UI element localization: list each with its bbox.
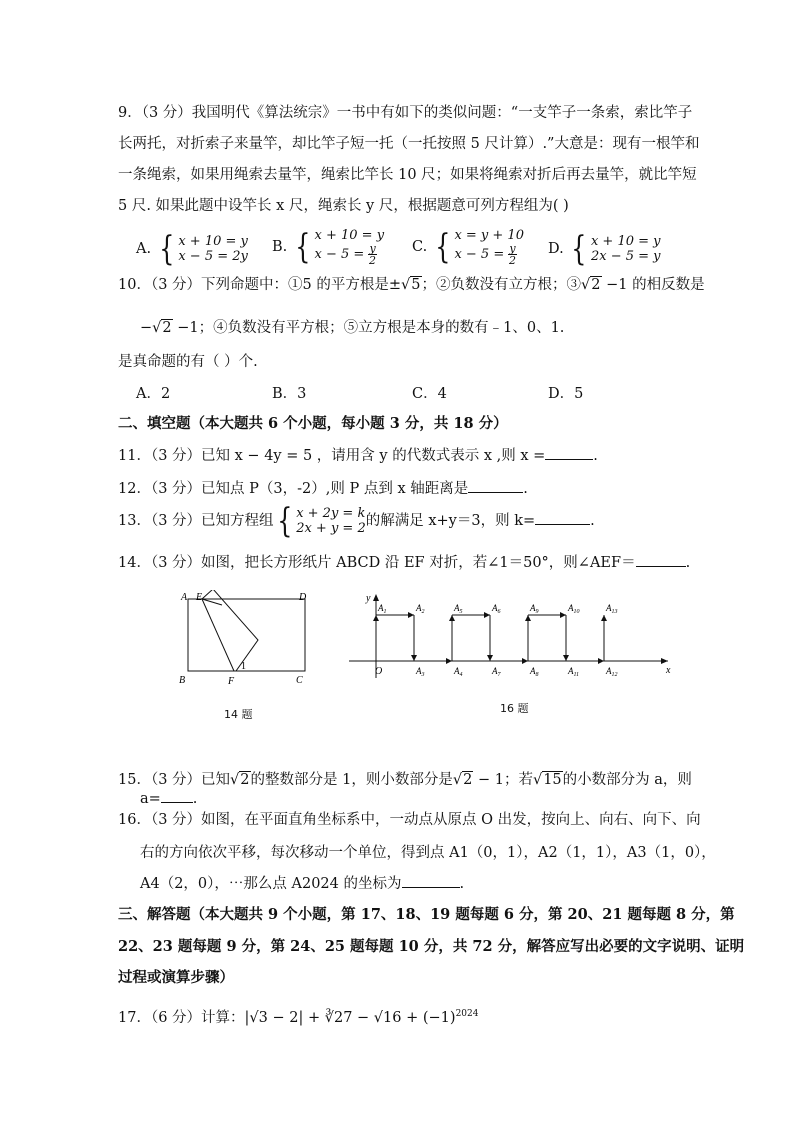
numerator: y — [369, 242, 376, 255]
answer-blank[interactable] — [402, 873, 460, 888]
option-label: D. — [548, 241, 564, 257]
text: . — [590, 513, 595, 529]
label-c: C — [296, 675, 303, 686]
arrow-icon — [525, 615, 531, 621]
point-label-a7: $A_7$ — [492, 666, 501, 678]
label-angle-1: 1 — [241, 661, 246, 672]
answer-blank[interactable] — [535, 510, 590, 525]
equation-system — [296, 506, 366, 536]
text: 的小数部分为 a，则 — [562, 772, 692, 788]
staircase-path — [373, 612, 607, 664]
sqrt-5: √5 — [401, 277, 421, 293]
equation-system — [315, 228, 385, 266]
arrow-icon — [446, 658, 452, 664]
y-axis-label: y — [366, 593, 371, 604]
eq-2: 2x − 5 = y — [590, 249, 661, 264]
text: a= — [140, 791, 161, 807]
q10-option-a[interactable]: A．2 — [136, 386, 171, 402]
q16-line-2: 右的方向依次平移，每次移动一个单位，得到点 A1（0，1），A2（1，1），A3（1，0）， — [140, 845, 716, 861]
q10-option-d[interactable]: D．5 — [548, 386, 584, 402]
arrow-icon — [601, 615, 607, 621]
text: 13．（3 分）已知方程组 — [118, 513, 274, 529]
q16-line-1: 16．（3 分）如图，在平面直角坐标系中，一动点从原点 O 出发，按向上、向右、向下、向 — [118, 812, 701, 828]
section-3-line-1: 三、解答题（本大题共 9 个小题，第 17、18、19 题每题 6 分，第 20、21 题每题 8 分，第 — [118, 906, 735, 923]
exponent: 2024 — [455, 1009, 479, 1019]
q13 — [118, 501, 595, 541]
q9-option-c[interactable] — [412, 228, 524, 266]
fold-edge — [202, 599, 222, 605]
section-3-line-3: 过程或演算步骤） — [118, 969, 234, 986]
option-label: B. — [272, 239, 288, 255]
text: . — [192, 791, 198, 807]
sqrt-2: √2 — [581, 277, 601, 293]
expression: |√3 − 2| + ∛27 − √16 + (−1) — [244, 1009, 456, 1026]
q17 — [118, 1004, 478, 1028]
figure-14-caption: 14 题 — [224, 708, 253, 721]
text: 10．（3 分）下列命题中：①5 的平方根是± — [118, 277, 402, 293]
q15-line-1 — [118, 770, 692, 790]
q9-option-a[interactable] — [136, 229, 248, 269]
text: 的整数部分是 1，则小数部分是 — [250, 772, 453, 788]
denominator: 2 — [369, 254, 377, 267]
origin-label: O — [375, 666, 383, 677]
label-b: B — [179, 675, 186, 686]
brace-icon: { — [571, 229, 587, 269]
crease-ef — [202, 599, 234, 671]
arrow-icon — [411, 655, 417, 661]
x-axis-label: x — [666, 665, 671, 676]
point-labels — [377, 603, 618, 678]
text: − — [140, 320, 153, 336]
point-label-a8: $A_8$ — [530, 666, 539, 678]
q14 — [118, 552, 690, 573]
radicand: 5 — [411, 277, 421, 293]
text: 15．（3 分）已知 — [118, 772, 231, 788]
brace-icon: { — [295, 227, 311, 267]
q10-option-b[interactable]: B．3 — [272, 386, 307, 402]
eq-1: x + 10 = y — [178, 234, 248, 249]
text: . — [523, 481, 528, 497]
sqrt-2: √2 — [152, 320, 172, 336]
denominator: 2 — [508, 254, 516, 267]
q10-option-c[interactable]: C．4 — [412, 386, 447, 402]
text: A4（2，0），⋯那么点 A2024 的坐标为 — [140, 876, 402, 892]
folded-flap — [202, 590, 258, 671]
q15-line-2 — [140, 788, 197, 809]
point-label-a5: $A_5$ — [454, 603, 463, 615]
radicand: 2 — [162, 320, 172, 336]
point-label-a6: $A_6$ — [492, 603, 501, 615]
eq-1: x + 10 = y — [590, 234, 661, 249]
q11 — [118, 445, 598, 466]
figure-16 — [346, 590, 676, 682]
eq-1: x + 10 = y — [314, 228, 385, 243]
answer-blank[interactable] — [545, 445, 593, 460]
label-a: A — [181, 592, 188, 603]
answer-blank[interactable] — [636, 552, 686, 567]
x-axis-arrow-icon — [661, 658, 668, 664]
point-label-a12: $A_{12}$ — [606, 666, 618, 678]
q9-option-b[interactable] — [272, 228, 384, 266]
q12 — [118, 478, 528, 499]
arrow-icon — [598, 658, 604, 664]
label-f: F — [228, 676, 235, 687]
label-d: D — [299, 592, 307, 603]
text: −1 的相反数是 — [601, 277, 705, 293]
arrow-icon — [449, 615, 455, 621]
answer-blank[interactable] — [161, 788, 193, 803]
point-label-a4: $A_4$ — [454, 666, 463, 678]
brace-icon: { — [158, 229, 175, 269]
text: −1；④负数没有平方根；⑤立方根是本身的数有﹣1、0、1. — [172, 320, 565, 336]
point-label-a3: $A_3$ — [416, 666, 425, 678]
eq-2: x − 5 = — [314, 247, 369, 262]
radicand: 2 — [463, 772, 473, 788]
text: 17．（6 分）计算： — [118, 1009, 245, 1026]
brace-icon: { — [435, 227, 451, 267]
equation-system — [178, 234, 248, 264]
q16-line-3 — [140, 873, 464, 894]
point-label-a1: $A_1$ — [378, 603, 387, 615]
arrow-icon — [408, 612, 414, 618]
brace-icon: { — [276, 501, 292, 541]
label-e: E — [196, 592, 203, 603]
figure-14 — [176, 590, 326, 690]
q9-line-1: 9．（3 分）我国明代《算法统宗》一书中有如下的类似问题：“一支竿子一条索，索比竿子 — [118, 105, 693, 121]
text: 12．（3 分）已知点 P（3，-2）,则 P 点到 x 轴距离是 — [118, 481, 469, 497]
numerator: y — [509, 242, 516, 255]
rectangle-abcd — [188, 599, 305, 671]
option-label: C. — [412, 239, 428, 255]
answer-blank[interactable] — [468, 478, 523, 493]
equation-system — [591, 234, 661, 264]
sqrt-15: √15 — [532, 772, 562, 788]
fraction — [508, 243, 516, 266]
eq-1: x + 2y = k — [296, 506, 366, 521]
q10-line-2 — [140, 318, 564, 338]
q9-line-4: 5 尺. 如果此题中设竿长 x 尺，绳索长 y 尺，根据题意可列方程组为( ) — [118, 198, 569, 214]
figure-16-caption: 16 题 — [500, 702, 529, 715]
sqrt-2: √2 — [230, 772, 250, 788]
radicand: 2 — [591, 277, 601, 293]
arrow-icon — [484, 612, 490, 618]
text: 11．（3 分）已知 x − 4y = 5 ，请用含 y 的代数式表示 x ,则 x = — [118, 448, 546, 464]
arrow-icon — [373, 615, 379, 621]
equation-system — [454, 228, 524, 266]
arrow-icon — [560, 612, 566, 618]
q10-line-3: 是真命题的有（ ）个. — [118, 354, 258, 370]
q9-line-3: 一条绳索，如果用绳索去量竿，绳索比竿长 10 尺；如果将绳索对折后再去量竿，就比竿短 — [118, 167, 697, 183]
text: 14．（3 分）如图，把长方形纸片 ABCD 沿 EF 对折，若∠1＝50°，则∠AEF＝ — [118, 555, 636, 571]
arrow-icon — [522, 658, 528, 664]
q10-line-1 — [118, 275, 705, 295]
fraction — [368, 243, 376, 266]
q9-option-d[interactable] — [548, 229, 661, 269]
text: 的解满足 x+y＝3，则 k= — [365, 513, 536, 529]
arrow-icon — [487, 655, 493, 661]
section-3-line-2: 22、23 题每题 9 分，第 24、25 题每题 10 分，共 72 分，解答应写出必要的文字说明、证明 — [118, 938, 745, 955]
y-axis-arrow-icon — [373, 594, 379, 601]
q9-line-2: 长两托，对折索子来量竿，却比竿子短一托（一托按照 5 尺计算）.”大意是：现有一根竿和 — [118, 136, 700, 152]
eq-2: 2x + y = 2 — [296, 521, 366, 536]
radicand: 2 — [240, 772, 250, 788]
arrow-icon — [563, 655, 569, 661]
point-label-a10: $A_{10}$ — [568, 603, 580, 615]
text: − 1；若 — [473, 772, 533, 788]
eq-2: x − 5 = — [454, 247, 509, 262]
text: . — [685, 555, 691, 571]
section-2-heading: 二、填空题（本大题共 6 个小题，每小题 3 分，共 18 分） — [118, 415, 508, 432]
radicand: 15 — [543, 772, 562, 788]
text: ；②负数没有立方根；③ — [421, 277, 582, 293]
text: . — [593, 448, 598, 464]
q9-options — [136, 227, 661, 269]
option-label: A. — [136, 241, 152, 257]
point-label-a9: $A_9$ — [530, 603, 539, 615]
point-label-a11: $A_{11}$ — [568, 666, 580, 678]
eq-2: x − 5 = 2y — [178, 249, 248, 264]
eq-1: x = y + 10 — [454, 228, 524, 243]
point-label-a2: $A_2$ — [416, 603, 425, 615]
point-label-a13: $A_{13}$ — [606, 603, 618, 615]
text: . — [459, 876, 465, 892]
sqrt-2: √2 — [452, 772, 473, 788]
